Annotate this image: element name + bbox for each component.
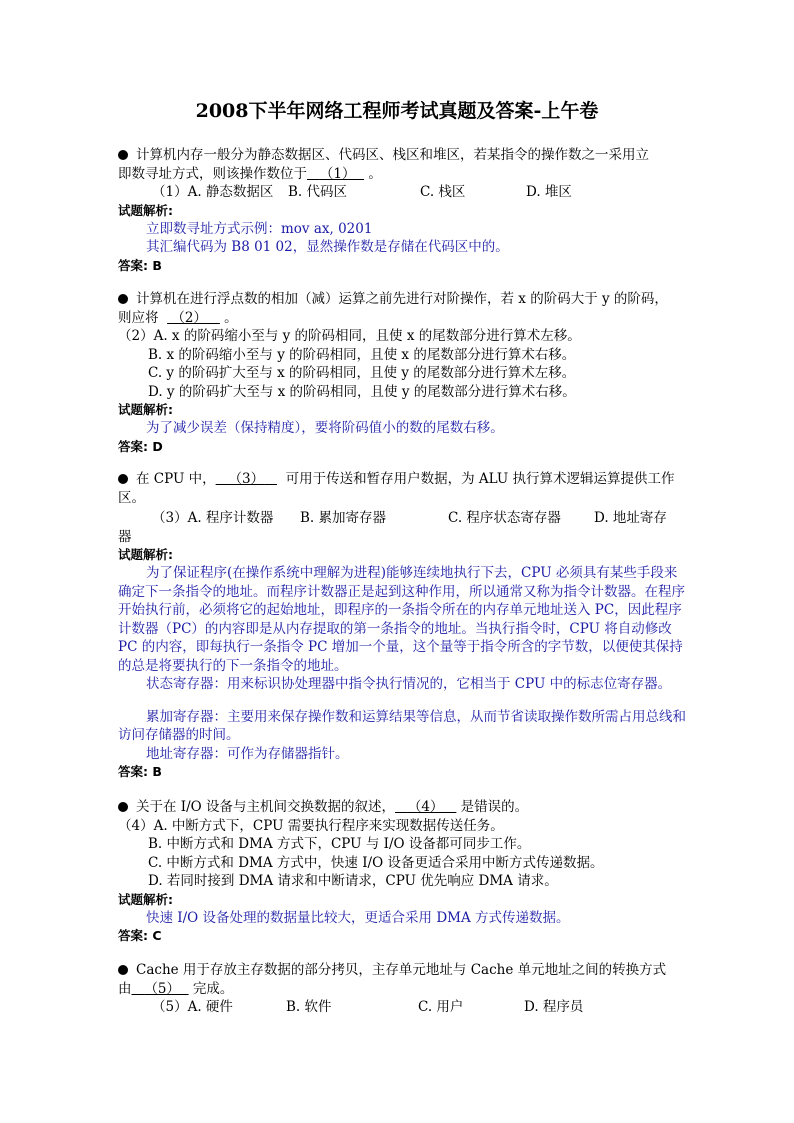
q4-option-b: B. 中断方式和 DMA 方式下，CPU 与 I/O 设备都可同步工作。 (148, 836, 531, 852)
q3-option-c: C. 程序状态寄存器 (448, 510, 561, 526)
q5-options (118, 998, 686, 1017)
q1-stem-a: 计算机内存一般分为静态数据区、代码区、栈区和堆区，若某指令的操作数之一采用立 (136, 147, 649, 163)
q3-analysis-4: 地址寄存器：可作为存储器指针。 (146, 745, 349, 762)
q3-stem-b: 可用于传送和暂存用户数据，为 ALU 执行算术逻辑运算提供工作 (285, 471, 675, 487)
question-4 (118, 798, 686, 945)
page-title: 2008下半年网络工程师考试真题及答案-上午卷 (195, 100, 599, 122)
q2-blank: （2） (171, 309, 207, 326)
q2-answer: 答案: D (118, 438, 163, 454)
q4-option-a: （4）A. 中断方式下，CPU 需要执行程序来实现数据传送任务。 (118, 817, 504, 834)
q2-stem-b: 则应将 (118, 309, 159, 326)
q3-option-d: D. 地址寄存 (594, 510, 667, 526)
q1-analysis-1: 立即数寻址方式示例：mov ax, 0201 (146, 220, 373, 237)
q1-blank: （1） (319, 165, 356, 182)
q1-analysis-label: 试题解析: (118, 202, 173, 218)
bullet-icon (118, 802, 128, 812)
q2-option-a: （2）A. x 的阶码缩小至与 y 的阶码相同，且使 x 的尾数部分进行算术左移。 (118, 328, 581, 344)
q3-stem-c: 区。 (118, 489, 145, 506)
q1-option-d: D. 堆区 (526, 184, 572, 200)
q1-option-a: （1）A. 静态数据区 (152, 184, 274, 200)
q3-analysis-1: 为了保证程序(在操作系统中理解为进程)能够连续地执行下去，CPU 必须具有某些手段来确定下一条指令的地址。而程序计数器正是起到这种作用，所以通常又称为指令计数器。在程序开始执行前，必须将它的起始地址，即程序的一条指令所在的内存单元地址送入 PC，因此程序计数器（PC）的内容即是从内存提取的第一条指令的地址。当执行指令时，CPU 将自动修改 PC 的内容，即每执行一条指令 PC 增加一个量，这个量等于指令所含的字节数，以便使其保持的总是将要执行的下一条指令的地址。 (118, 565, 685, 674)
q3-blank: （3） (228, 471, 265, 487)
q3-analysis-3: 累加寄存器：主要用来保存操作数和运算结果等信息，从而节省读取操作数所需占用总线和访问存储器的时间。 (118, 708, 686, 743)
q2-analysis-label: 试题解析: (118, 402, 173, 417)
q1-option-b: B. 代码区 (288, 184, 348, 200)
q3-stem-a: 在 CPU 中， (136, 471, 216, 487)
q3-analysis-label: 试题解析: (118, 547, 173, 562)
q2-option-c: C. y 的阶码扩大至与 x 的阶码相同，且使 y 的尾数部分进行算术左移。 (148, 365, 576, 381)
question-3 (118, 470, 686, 781)
bullet-icon (118, 294, 128, 304)
q4-stem-b: 是错误的。 (460, 799, 529, 815)
q2-stem-a: 计算机在进行浮点数的相加（减）运算之前先进行对阶操作，若 x 的阶码大于 y 的阶码， (136, 291, 668, 307)
q1-answer: 答案: B (118, 257, 162, 273)
q5-option-a: （5）A. 硬件 (152, 999, 233, 1015)
q3-option-d-wrap: 器 (118, 528, 132, 545)
q3-options (118, 509, 686, 528)
q2-option-d: D. y 的阶码扩大至与 x 的阶码相同，且使 y 的尾数部分进行算术右移。 (148, 383, 576, 400)
q5-option-c: C. 用户 (418, 999, 464, 1015)
question-5: Cache 用于存放主存数据的部分拷贝，主存单元地址与 Cache 单元地址之间的转换方式 由 （5） 完成。 （5）A. 硬件 B. 软件 C. 用户 D. 程序员 (118, 961, 686, 1017)
q4-answer: 答案: C (118, 928, 162, 943)
q1-option-c: C. 栈区 (420, 184, 466, 200)
q5-stem-b: 由 (118, 980, 132, 997)
q4-option-c: C. 中断方式和 DMA 方式中，快速 I/O 设备更适合采用中断方式传递数据。 (148, 854, 604, 871)
q5-stem-a: Cache 用于存放主存数据的部分拷贝，主存单元地址与 Cache 单元地址之间的转换方式 (136, 962, 667, 978)
q4-analysis-label: 试题解析: (118, 891, 173, 907)
q1-analysis-2: 其汇编代码为 B8 01 02，显然操作数是存储在代码区中的。 (146, 239, 509, 255)
q4-blank: （4） (407, 799, 444, 815)
q3-analysis-2: 状态寄存器：用来标识协处理器中指令执行情况的，它相当于 CPU 中的标志位寄存器。 (146, 676, 672, 692)
q3-answer: 答案: B (118, 764, 162, 779)
q5-blank: （5） (144, 980, 180, 997)
q1-stem-b: 即数寻址方式，则该操作数位于 (118, 165, 307, 182)
bullet-icon (118, 150, 128, 160)
q3-option-a: （3）A. 程序计数器 (152, 510, 274, 526)
q5-option-b: B. 软件 (286, 999, 332, 1015)
question-2: 计算机在进行浮点数的相加（减）运算之前先进行对阶操作，若 x 的阶码大于 y 的阶码， 则应将 （2） 。 （2）A. x 的阶码缩小至与 y 的阶码相同，且使 x 的尾数部分进行算术左移。 B. x 的阶码缩小至与 y 的阶码相同，且使 x 的尾数部分进行算术右移。 C. y 的阶码扩大至与 x 的阶码相同，且使 y 的尾数部分进行算术左移。 D. y 的阶码扩大至与 x 的阶码相同，且使 y 的尾数部分进行算术右移。 试题解析: 为了减少误差（保持精度），要将阶码值小的数的尾数右移。 答案: D (118, 290, 686, 456)
bullet-icon (118, 474, 128, 484)
question-1: 计算机内存一般分为静态数据区、代码区、栈区和堆区，若某指令的操作数之一采用立 即数寻址方式，则该操作数位于 （1） 。 （1）A. 静态数据区 B. 代码区 C. 栈区 D. 堆区 试题解析: 立即数寻址方式示例：mov ax, 0201 其汇编代码为 B8 01 02，显然操作数是存储在代码区中的。 答案: B (118, 146, 686, 275)
q3-option-b: B. 累加寄存器 (300, 510, 387, 526)
q4-stem-a: 关于在 I/O 设备与主机间交换数据的叙述， (136, 799, 396, 815)
bullet-icon (118, 965, 128, 975)
q2-option-b: B. x 的阶码缩小至与 y 的阶码相同，且使 x 的尾数部分进行算术右移。 (148, 346, 576, 363)
q1-options (118, 183, 686, 202)
q4-option-d: D. 若同时接到 DMA 请求和中断请求，CPU 优先响应 DMA 请求。 (148, 873, 558, 889)
q2-analysis-1: 为了减少误差（保持精度），要将阶码值小的数的尾数右移。 (146, 420, 504, 436)
q4-analysis-1: 快速 I/O 设备处理的数据量比较大，更适合采用 DMA 方式传递数据。 (146, 909, 570, 926)
q5-option-d: D. 程序员 (524, 999, 584, 1015)
